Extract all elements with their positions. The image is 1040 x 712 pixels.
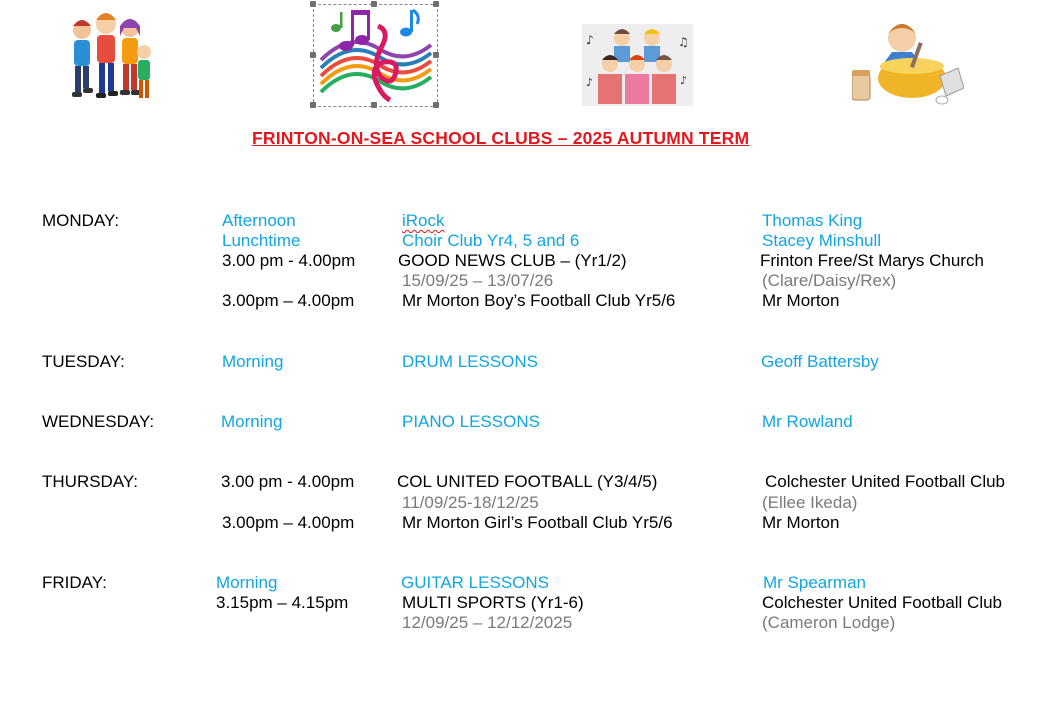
contact-names: (Ellee Ikeda) (762, 493, 858, 512)
time-cell: 3.00pm – 4.00pm (222, 291, 355, 310)
baking-child-icon (852, 16, 964, 106)
time-cell: 3.00 pm - 4.00pm (222, 251, 356, 270)
leader-cell: Mr Rowland (762, 412, 853, 431)
club-cell: COL UNITED FOOTBALL (Y3/4/5) (397, 472, 658, 491)
leader-cell: Colchester United Football Club (765, 472, 1006, 491)
time-cell: Lunchtime (222, 231, 301, 250)
time-cell: Morning (222, 352, 284, 371)
date-range: 11/09/25-18/12/25 (402, 493, 539, 512)
svg-text:♪: ♪ (680, 74, 688, 87)
time-cell: 3.00pm – 4.00pm (222, 513, 355, 532)
contact-names: (Cameron Lodge) (762, 613, 896, 632)
day-label-friday: FRIDAY: (42, 573, 107, 592)
leader-cell: Frinton Free/St Marys Church (760, 251, 984, 270)
time-cell: 3.00 pm - 4.00pm (221, 472, 355, 491)
music-notes-icon (316, 6, 434, 104)
club-cell: Mr Morton Girl’s Football Club Yr5/6 (402, 513, 673, 532)
club-cell: MULTI SPORTS (Yr1-6) (402, 593, 584, 612)
time-cell: Afternoon (222, 211, 296, 230)
leader-cell: Stacey Minshull (762, 231, 882, 250)
leader-cell: Mr Morton (762, 291, 840, 310)
leader-cell: Thomas King (762, 211, 863, 230)
svg-text:♪: ♪ (586, 33, 594, 47)
club-cell: Mr Morton Boy’s Football Club Yr5/6 (402, 291, 676, 310)
club-cell: GOOD NEWS CLUB – (Yr1/2) (398, 251, 627, 270)
time-cell: Morning (221, 412, 283, 431)
contact-names: (Clare/Daisy/Rex) (762, 271, 897, 290)
leader-cell: Mr Spearman (763, 573, 866, 592)
club-cell: Choir Club Yr4, 5 and 6 (402, 231, 580, 250)
choir-singers-icon (582, 24, 693, 106)
date-range: 12/09/25 – 12/12/2025 (402, 613, 573, 632)
svg-text:♫: ♫ (678, 35, 689, 49)
running-children-icon (64, 8, 154, 108)
svg-text:♪: ♪ (586, 76, 594, 89)
day-label-wednesday: WEDNESDAY: (42, 412, 155, 431)
day-label-thursday: THURSDAY: (42, 472, 139, 491)
club-cell: PIANO LESSONS (402, 412, 540, 431)
day-label-tuesday: TUESDAY: (42, 352, 125, 371)
leader-cell: Colchester United Football Club (762, 593, 1003, 612)
club-cell: iRock (402, 211, 445, 230)
date-range: 15/09/25 – 13/07/26 (402, 271, 554, 290)
leader-cell: Geoff Battersby (761, 352, 879, 371)
club-cell: DRUM LESSONS (402, 352, 539, 371)
day-label-monday: MONDAY: (42, 211, 120, 230)
time-cell: 3.15pm – 4.15pm (216, 593, 349, 612)
leader-cell: Mr Morton (762, 513, 840, 532)
time-cell: Morning (216, 573, 278, 592)
club-cell: GUITAR LESSONS (401, 573, 549, 592)
page-title: FRINTON-ON-SEA SCHOOL CLUBS – 2025 AUTUMN TERM (252, 128, 750, 148)
